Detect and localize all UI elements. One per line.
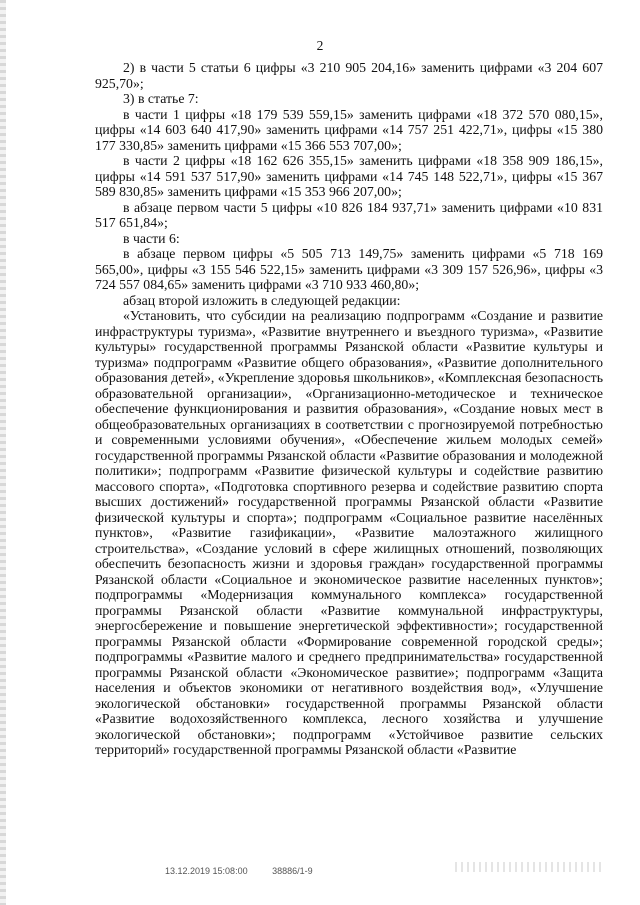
- paragraph-item-3: 3) в статье 7:: [123, 91, 199, 106]
- paragraph-part-1: в части 1 цифры «18 179 539 559,15» заменить цифрами «18 372 570 080,15», цифры «14 603 640 417,90» заменить цифрами «14 757 251 422,71», цифры «15 380 177 330,85» заменить цифрами «15 366 553 707,00»;: [95, 106, 603, 153]
- paragraph-subsidies-text: «Установить, что субсидии на реализацию подпрограмм «Создание и развитие инфраструктуры туризма», «Развитие внутреннего и въездного туризма», «Развитие культуры» государственной программы Рязанской области «Развитие культуры и туризма» подпрограмм «Развитие общего образования», «Развитие дополнительного образования детей», «Укрепление здоровья школьников», «Комплексная безопасность образовательной организации», «Организационно-методическое и техническое обеспечение функционирования и развития образования», «Создание новых мест в общеобразовательных организациях в соответствии с прогнозируемой потребностью и современными условиями обучения», «Обеспечение жильем молодых семей» государственной программы Рязанской области «Развитие образования и молодежной политики»; подпрограмм «Развитие физической культуры и содействие развитию массового спорта», «Подготовка спортивного резерва и содействие развитию спорта высших достижений» государственной программы Рязанской области «Развитие физической культуры и спорта»; подпрограмм «Социальное развитие населённых пунктов», «Развитие газификации», «Развитие малоэтажного жилищного строительства», «Создание условий в сфере жилищных отношений, позволяющих обеспечить безопасность жизни и здоровья граждан» государственной программы Рязанской области «Социальное и экономическое развитие населенных пунктов»; подпрограммы «Модернизация коммунального комплекса» государственной программы Рязанской области «Развитие коммунальной инфраструктуры, энергосбережение и повышение энергетической эффективности»; государственной программы Рязанской области «Формирование современной городской среды»; подпрограммы «Развитие малого и среднего предпринимательства» государственной программы Рязанской области «Экономическое развитие»; подпрограмм «Защита населения и объектов экономики от негативного воздействия вод», «Улучшение экологической обстановки» государственной программы Рязанской области «Развитие водохозяйственного комплекса, лесного хозяйства и улучшение экологической обстановки»; подпрограмм «Устойчивое развитие сельских территорий» государственной программы Рязанской области «Развитие: [95, 308, 603, 757]
- footer-doc-code: 38886/1-9: [272, 866, 313, 876]
- scan-noise-artifact: [455, 862, 605, 872]
- scan-margin-artifact: [0, 0, 6, 905]
- footer-timestamp: 13.12.2019 15:08:00: [165, 866, 248, 876]
- paragraph-second-indent-intro: абзац второй изложить в следующей редакции:: [123, 292, 401, 308]
- paragraph-part-6-first-indent: в абзаце первом цифры «5 505 713 149,75» заменить цифрами «5 718 169 565,00», цифры «3 155 546 522,15» заменить цифрами «3 309 157 526,96», цифры «3 724 557 084,65» заменить цифрами «3 710 933 460,80»;: [95, 246, 603, 292]
- document-body: [95, 60, 603, 758]
- paragraph-part-5: в абзаце первом части 5 цифры «10 826 184 937,71» заменить цифрами «10 831 517 651,84»;: [95, 199, 603, 230]
- paragraph-part-6-heading: в части 6:: [123, 230, 180, 246]
- page-number: 2: [316, 38, 324, 53]
- paragraph-part-2: в части 2 цифры «18 162 626 355,15» заменить цифрами «18 358 909 186,15», цифры «14 591 537 517,90» заменить цифрами «14 745 148 522,71», цифры «15 367 589 830,85» заменить цифрами «15 353 966 207,00»;: [95, 153, 603, 199]
- footer-stamp: [165, 866, 335, 876]
- paragraph-item-2: 2) в части 5 статьи 6 цифры «3 210 905 204,16» заменить цифрами «3 204 607 925,70»;: [95, 60, 603, 91]
